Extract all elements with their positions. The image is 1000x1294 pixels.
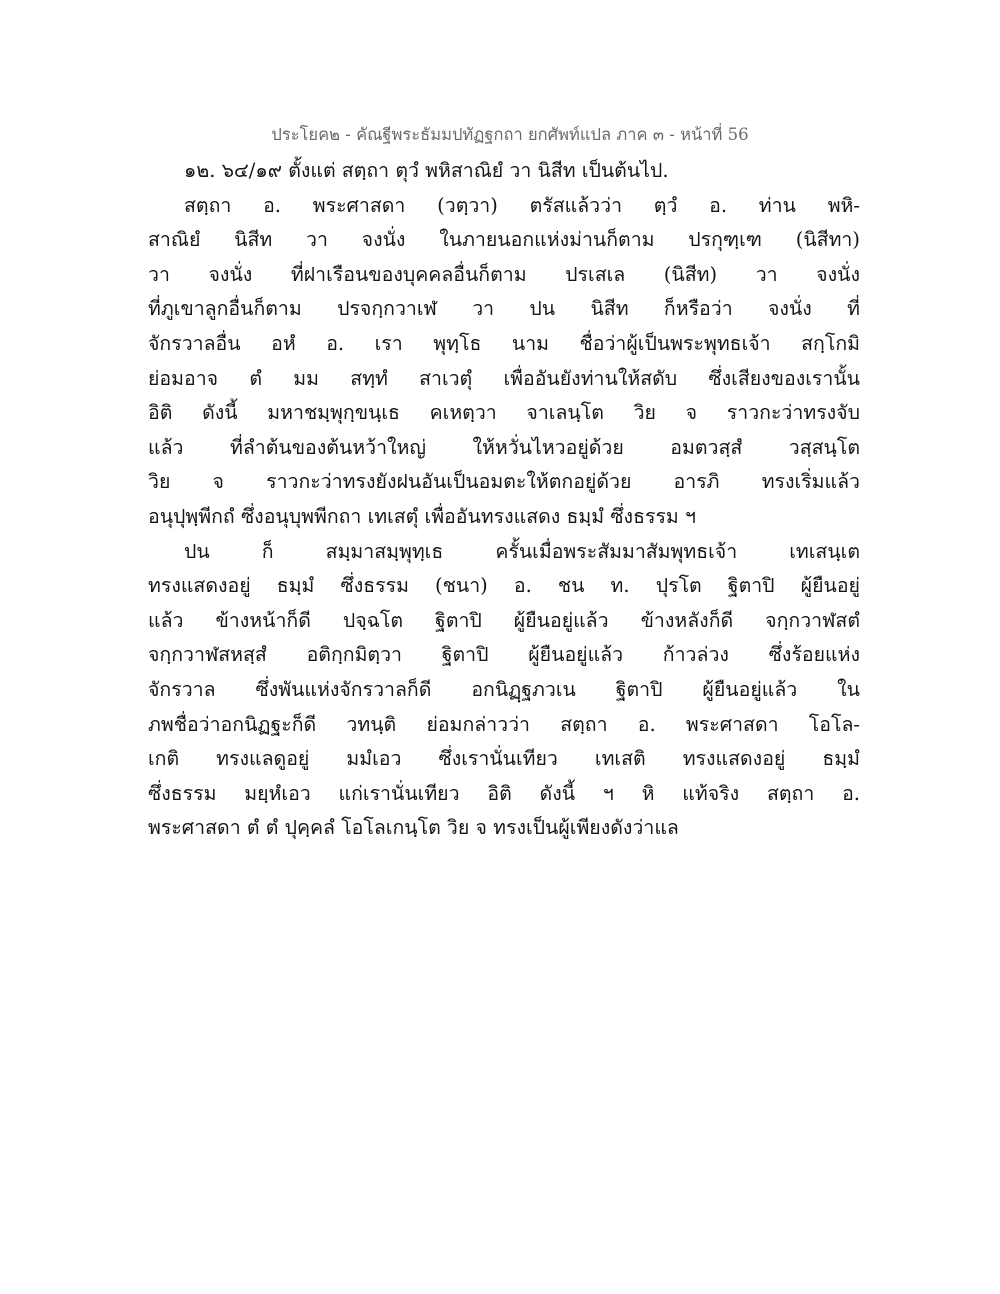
text-line: เกติ ทรงแลดูอยู่ มมํเอว ซึ่งเรานั่นเทียว เทเสติ ทรงแสดงอยู่ ธมฺมํ — [148, 747, 860, 771]
text-line: วา จงนั่ง ที่ฝาเรือนของบุคคลอื่นก็ตาม ปรเสเล (นิสีท) วา จงนั่ง — [148, 262, 860, 286]
text-line: จกฺกวาฬสหสฺสํ อติกฺกมิตฺวา ฐิตาปิ ผู้ยืนอยู่แล้ว ก้าวล่วง ซึ่งร้อยแห่ง — [148, 643, 860, 667]
text-line: จักรวาลอื่น อหํ อ. เรา พุทฺโธ นาม ชื่อว่าผู้เป็นพระพุทธเจ้า สกฺโกมิ — [148, 331, 860, 355]
text-line: ที่ภูเขาลูกอื่นก็ตาม ปรจกฺกวาเฬ วา ปน นิสีท ก็หรือว่า จงนั่ง ที่ — [148, 297, 860, 321]
text-line: จักรวาล ซึ่งพันแห่งจักรวาลก็ดี อกนิฏฺฐภวเน ฐิตาปิ ผู้ยืนอยู่แล้ว ใน — [148, 677, 860, 701]
section-heading: ๑๒. ๖๔/๑๙ ตั้งแต่ สตฺถา ตุวํ พหิสาณิยํ วา นิสีท เป็นต้นไป. — [184, 159, 669, 182]
text-line: ภพชื่อว่าอกนิฏฐะก็ดี วทนฺติ ย่อมกล่าวว่า สตฺถา อ. พระศาสดา โอโล- — [148, 712, 860, 736]
body-text — [148, 154, 860, 846]
text-line: สตฺถา อ. พระศาสดา (วตฺวา) ตรัสแล้วว่า ตฺวํ อ. ท่าน พหิ- — [184, 193, 860, 217]
running-header: ประโยค๒ - คัณฐีพระธัมมปทัฏฐกถา ยกศัพท์แปล ภาค ๓ - หน้าที่ 56 — [271, 125, 749, 144]
text-line: สาณิยํ นิสีท วา จงนั่ง ในภายนอกแห่งม่านก็ตาม ปรกุฑฺเฑ (นิสีทา) — [148, 228, 860, 252]
text-line: ย่อมอาจ ตํ มม สทฺทํ สาเวตุํ เพื่ออันยังท่านให้สดับ ซึ่งเสียงของเรานั้น — [148, 366, 860, 390]
text-line: อิติ ดังนี้ มหาชมฺพุกฺขนฺเธ คเหตฺวา จาเลนฺโต วิย จ ราวกะว่าทรงจับ — [148, 401, 860, 425]
text-line: แล้ว ที่ลำต้นของต้นหว้าใหญ่ ให้หวั่นไหวอยู่ด้วย อมตวสฺสํ วสฺสนฺโต — [148, 435, 860, 459]
text-line: วิย จ ราวกะว่าทรงยังฝนอันเป็นอมตะให้ตกอยู่ด้วย อารภิ ทรงเริ่มแล้ว — [148, 470, 860, 494]
text-line: แล้ว ข้างหน้าก็ดี ปจฺฉโต ฐิตาปิ ผู้ยืนอยู่แล้ว ข้างหลังก็ดี จกฺกวาฬสตํ — [148, 608, 860, 632]
text-line: อนุปุพฺพีกถํ ซึ่งอนุบุพพีกถา เทเสตุํ เพื่ออันทรงแสดง ธมฺมํ ซึ่งธรรม ฯ — [148, 504, 696, 528]
text-line: ทรงแสดงอยู่ ธมฺมํ ซึ่งธรรม (ชนา) อ. ชน ท. ปุรโต ฐิตาปิ ผู้ยืนอยู่ — [148, 574, 860, 598]
text-line: ปน ก็ สมฺมาสมฺพุทฺเธ ครั้นเมื่อพระสัมมาสัมพุทธเจ้า เทเสนฺเต — [184, 539, 860, 563]
text-line: พระศาสดา ตํ ตํ ปุคฺคลํ โอโลเกนฺโต วิย จ ทรงเป็นผู้เพียงดังว่าแล — [148, 816, 679, 840]
text-line: ซึ่งธรรม มยฺหํเอว แก่เรานั่นเทียว อิติ ดังนี้ ฯ หิ แท้จริง สตฺถา อ. — [148, 781, 860, 805]
